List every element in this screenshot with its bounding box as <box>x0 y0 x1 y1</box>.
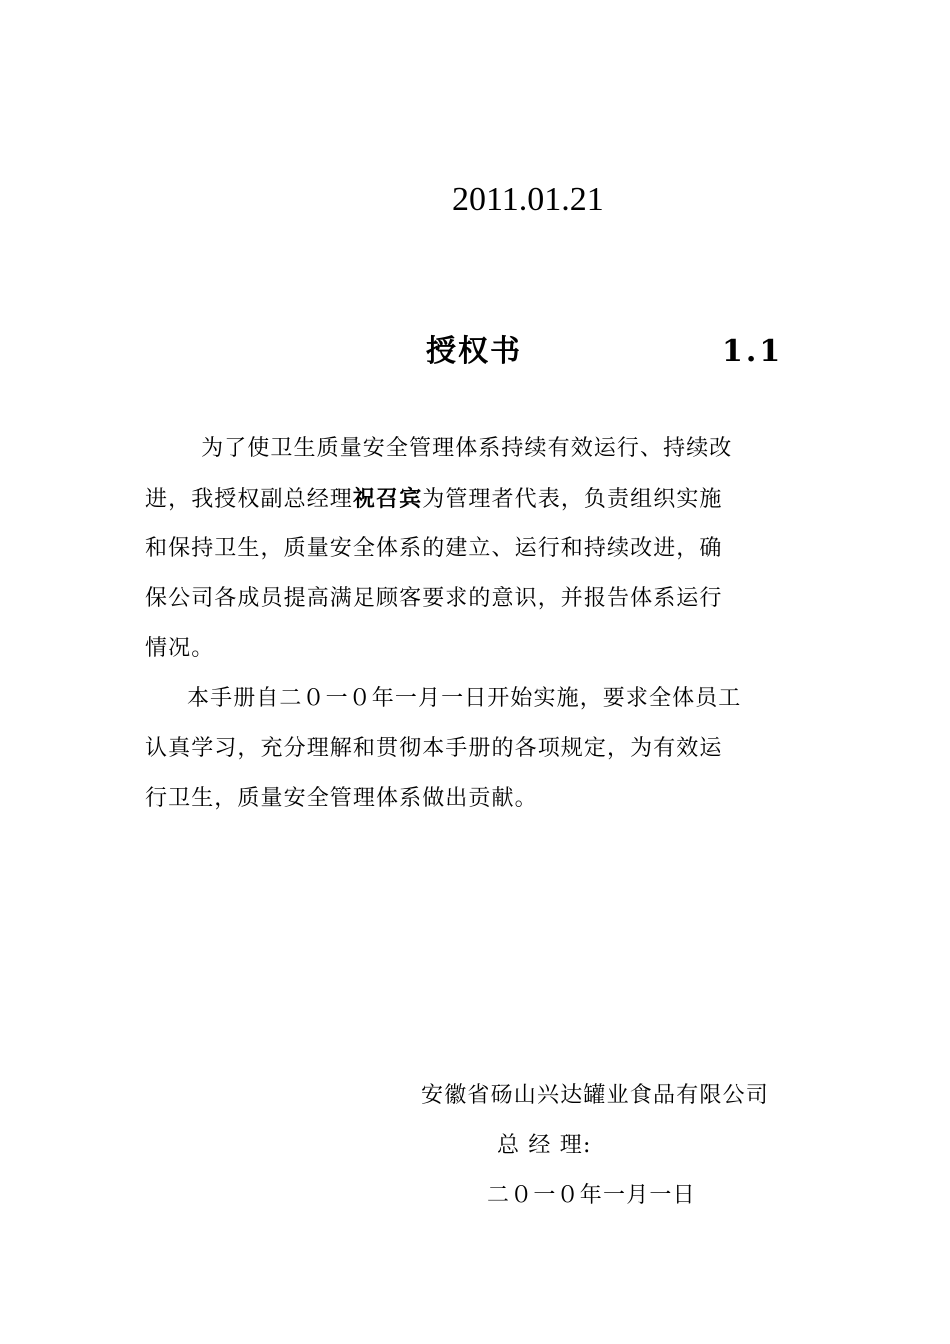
paragraph-2-line-1: 本手册自二０一０年一月一日开始实施，要求全体员工 <box>187 686 742 711</box>
company-name: 安徽省砀山兴达罐业食品有限公司 <box>421 1083 770 1108</box>
representative-name: 祝召宾 <box>352 486 423 512</box>
paragraph-1-line-5: 情况。 <box>145 636 215 661</box>
paragraph-1-line-4: 保公司各成员提高满足顾客要求的意识，并报告体系运行 <box>145 586 723 611</box>
document-title: 授权书 <box>426 334 522 369</box>
paragraph-2-line-3: 行卫生，质量安全管理体系做出贡献。 <box>145 786 538 811</box>
paragraph-1-line-3: 和保持卫生，质量安全体系的建立、运行和持续改进，确 <box>145 536 723 561</box>
paragraph-1-line-2-start: 进，我授权副总经理 <box>145 487 353 512</box>
section-number: 1.1 <box>722 334 784 369</box>
paragraph-1-line-2-end: 为管理者代表，负责组织实施 <box>422 487 723 512</box>
header-date: 2011.01.21 <box>452 181 604 218</box>
signature-date: 二０一０年一月一日 <box>487 1183 696 1208</box>
paragraph-1-line-1: 为了使卫生质量安全管理体系持续有效运行、持续改 <box>178 436 733 461</box>
general-manager-label: 总 经 理: <box>497 1133 592 1158</box>
paragraph-1-line-2 <box>145 484 723 515</box>
paragraph-2-line-2: 认真学习，充分理解和贯彻本手册的各项规定，为有效运 <box>145 736 723 761</box>
